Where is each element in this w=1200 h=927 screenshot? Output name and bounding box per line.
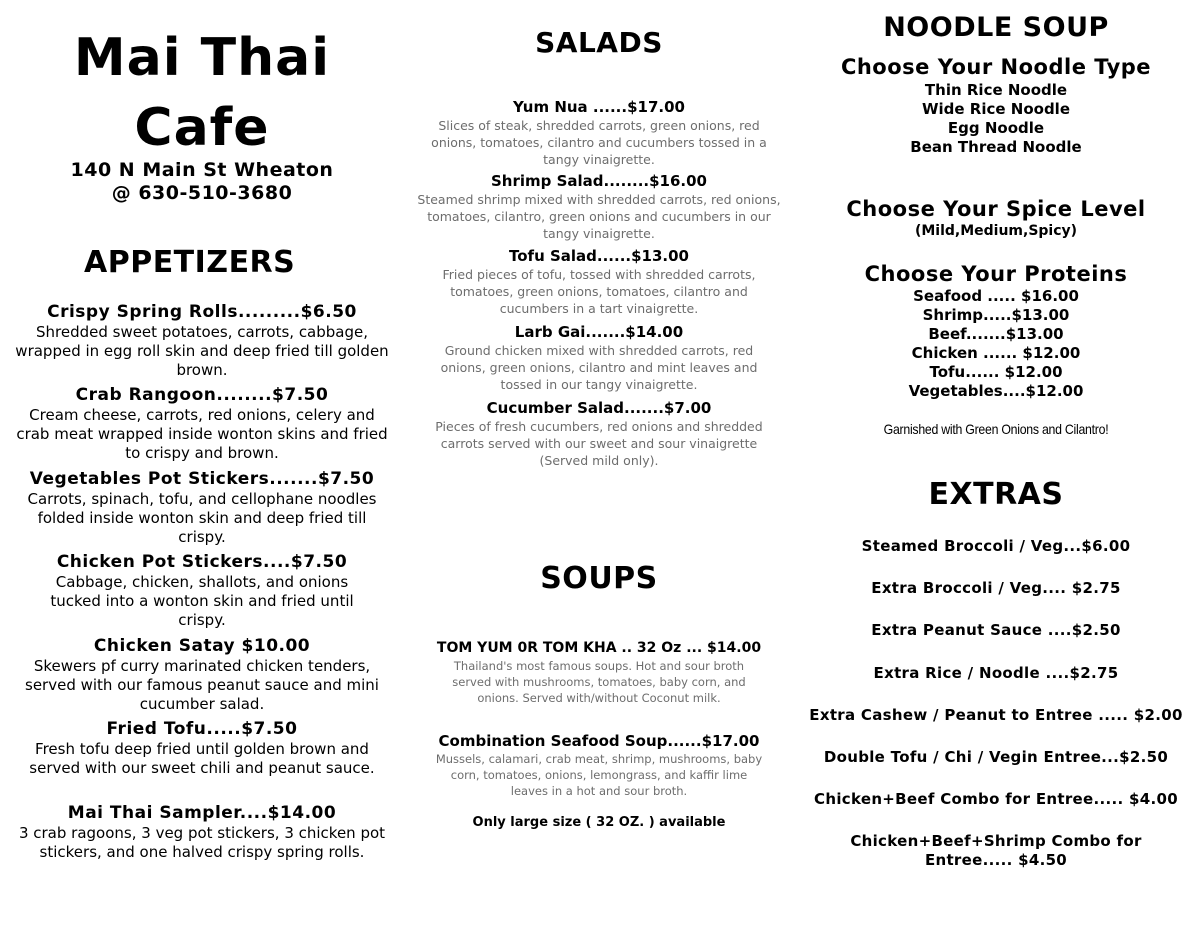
- menu-item: [0, 385, 404, 463]
- extra-item: Extra Rice / Noodle ....$2.75: [873, 664, 1119, 682]
- appetizers-heading: APPETIZERS: [84, 245, 296, 280]
- item-name: Larb Gai.......$14.00: [514, 323, 684, 341]
- item-description: Shredded sweet potatoes, carrots, cabbage, wrapped in egg roll skin and deep fried till golden brown.: [15, 323, 389, 379]
- protein-option: Seafood ..... $16.00: [913, 287, 1079, 305]
- noodle-option: Bean Thread Noodle: [910, 138, 1082, 156]
- protein-list: [794, 287, 1198, 401]
- item-name: Shrimp Salad........$16.00: [490, 172, 707, 190]
- item-description: 3 crab ragoons, 3 veg pot stickers, 3 chicken pot stickers, and one halved crispy spring rolls.: [18, 824, 386, 861]
- item-description: Cream cheese, carrots, red onions, celery and crab meat wrapped inside wonton skins and fried to crispy and brown.: [16, 406, 388, 462]
- item-name: Fried Tofu.....$7.50: [106, 719, 298, 739]
- item-name: Yum Nua ......$17.00: [513, 98, 685, 116]
- extra-item: Chicken+Beef Combo for Entree..... $4.00: [814, 790, 1178, 808]
- extra-item: Extra Cashew / Peanut to Entree ..... $2.00: [809, 706, 1183, 724]
- item-name: Vegetables Pot Stickers.......$7.50: [29, 469, 375, 489]
- address: 140 N Main St Wheaton: [70, 159, 334, 181]
- item-name: Mai Thai Sampler....$14.00: [67, 803, 337, 823]
- protein-option: Tofu...... $12.00: [929, 363, 1063, 381]
- menu-item: [0, 302, 404, 380]
- item-name: TOM YUM 0R TOM KHA .. 32 Oz ... $14.00: [436, 640, 762, 656]
- item-description: Slices of steak, shredded carrots, green onions, red onions, tomatoes, cilantro and cucumbers tossed in a tangy vinaigrette.: [431, 118, 767, 167]
- menu-item: [404, 98, 794, 168]
- protein-option: Vegetables....$12.00: [908, 382, 1084, 400]
- item-description: Fresh tofu deep fried until golden brown and served with our sweet chili and peanut sauce.: [29, 740, 375, 777]
- spice-level-heading: Choose Your Spice Level: [846, 197, 1146, 221]
- item-description: Fried pieces of tofu, tossed with shredded carrots, tomatoes, green onions, tomatoes, cilantro and cucumbers in a tart vinaigrette.: [442, 267, 756, 316]
- protein-option: Chicken ...... $12.00: [911, 344, 1081, 362]
- soup-size-note: Only large size ( 32 OZ. ) available: [472, 815, 726, 830]
- extra-item: Extra Broccoli / Veg.... $2.75: [871, 579, 1121, 597]
- restaurant-contact: [0, 159, 404, 205]
- noodle-soup-heading: NOODLE SOUP: [883, 12, 1109, 43]
- spice-level-options: (Mild,Medium,Spicy): [914, 223, 1078, 239]
- proteins-heading: Choose Your Proteins: [864, 262, 1128, 286]
- menu-item: [404, 639, 794, 706]
- extra-item: Extra Peanut Sauce ....$2.50: [871, 621, 1121, 639]
- protein-option: Shrimp.....$13.00: [922, 306, 1070, 324]
- item-name: Tofu Salad......$13.00: [509, 247, 689, 265]
- menu-item: [0, 552, 404, 630]
- item-name: Combination Seafood Soup......$17.00: [438, 732, 760, 750]
- menu-item: [0, 469, 404, 547]
- phone: @ 630-510-3680: [111, 182, 293, 204]
- noodle-option: Thin Rice Noodle: [924, 81, 1068, 99]
- menu-item: [0, 803, 404, 862]
- noodle-type-heading: Choose Your Noodle Type: [840, 55, 1152, 79]
- item-name: Chicken Pot Stickers....$7.50: [56, 552, 348, 572]
- menu-item: [404, 247, 794, 317]
- extra-item: Chicken+Beef+Shrimp Combo for Entree..... $4.50: [850, 832, 1142, 869]
- item-name: Crispy Spring Rolls.........$6.50: [47, 302, 357, 322]
- restaurant-name: Mai Thai Cafe: [73, 28, 331, 158]
- soups-heading: SOUPS: [540, 561, 658, 596]
- item-description: Ground chicken mixed with shredded carrots, red onions, green onions, cilantro and mint leaves and tossed in our tangy vinaigrette.: [440, 343, 758, 392]
- item-description: Mussels, calamari, crab meat, shrimp, mushrooms, baby corn, tomatoes, onions, lemongrass, and kaffir lime leaves in a hot and sour broth.: [435, 752, 763, 798]
- menu-item: [0, 719, 404, 778]
- item-name: Chicken Satay $10.00: [93, 636, 311, 656]
- protein-option: Beef.......$13.00: [928, 325, 1064, 343]
- noodle-option: Egg Noodle: [947, 119, 1045, 137]
- noodle-options: [794, 81, 1198, 157]
- menu-item: [404, 732, 794, 799]
- item-description: Pieces of fresh cucumbers, red onions and shredded carrots served with our sweet and sour vinaigrette (Served mild only).: [435, 419, 763, 468]
- item-name: Cucumber Salad.......$7.00: [486, 399, 712, 417]
- menu-item: [404, 172, 794, 242]
- extra-item: Steamed Broccoli / Veg...$6.00: [861, 537, 1131, 555]
- item-description: Skewers pf curry marinated chicken tenders, served with our famous peanut sauce and mini cucumber salad.: [25, 657, 379, 713]
- garnish-note: Garnished with Green Onions and Cilantro!: [883, 421, 1109, 437]
- salads-heading: SALADS: [535, 26, 663, 59]
- item-description: Carrots, spinach, tofu, and cellophane noodles folded inside wonton skin and deep fried till crispy.: [27, 490, 377, 546]
- menu-item: [0, 636, 404, 714]
- item-description: Cabbage, chicken, shallots, and onions tucked into a wonton skin and fried until crispy.: [50, 573, 354, 629]
- menu-item: [404, 399, 794, 469]
- extras-heading: EXTRAS: [928, 477, 1064, 512]
- extra-item: Double Tofu / Chi / Vegin Entree...$2.50: [823, 748, 1169, 766]
- menu-item: [404, 323, 794, 393]
- item-description: Thailand's most famous soups. Hot and sour broth served with mushrooms, tomatoes, baby corn, and onions. Served with/without Coconut milk.: [452, 659, 746, 705]
- item-name: Crab Rangoon........$7.50: [75, 385, 329, 405]
- noodle-option: Wide Rice Noodle: [921, 100, 1070, 118]
- item-description: Steamed shrimp mixed with shredded carrots, red onions, tomatoes, cilantro, green onions and cucumbers in our tangy vinaigrette.: [417, 192, 781, 241]
